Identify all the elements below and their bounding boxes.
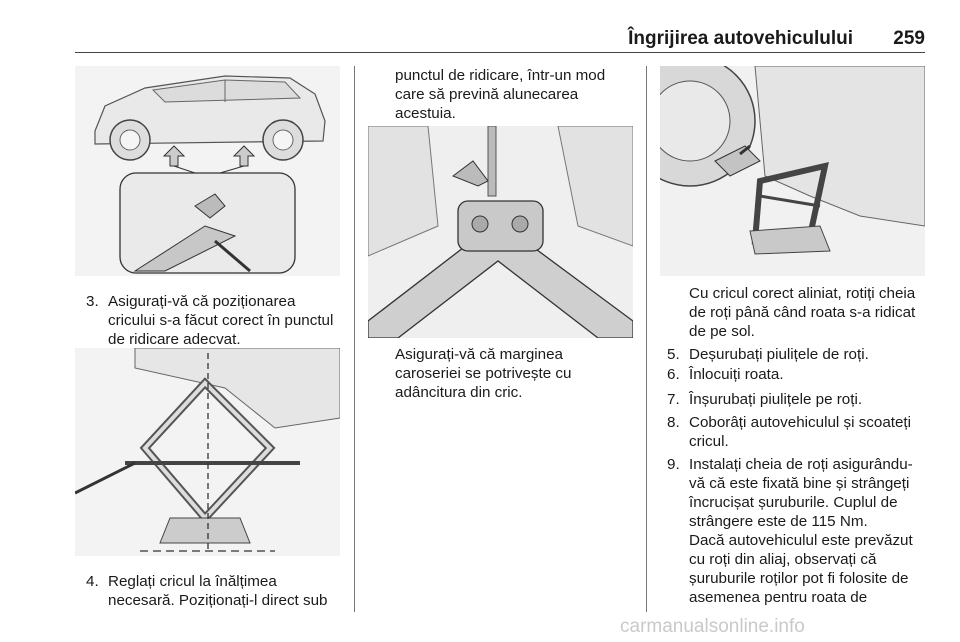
- step-text-line: încrucișat șuruburile. Cuplul de: [689, 494, 898, 511]
- step-number: 7.: [667, 391, 680, 408]
- step-text-line: Coborâți autovehiculul și scoateți: [689, 414, 912, 431]
- figure-jack-head: [368, 126, 633, 338]
- text-line: de roți până când roata s-a ridicat: [689, 304, 916, 321]
- header-rule: [75, 52, 925, 53]
- step-text-line: Înlocuiți roata.: [689, 366, 784, 383]
- text-line: acestuia.: [395, 105, 456, 122]
- raise-instruction: [689, 284, 929, 341]
- step-8: [667, 413, 929, 453]
- watermark: carmanualsonline.info: [620, 616, 805, 637]
- text-line: punctul de ridicare, într-un mod: [395, 67, 606, 84]
- raise-vehicle-illustration: [660, 66, 925, 276]
- step-9: [667, 455, 929, 531]
- text-line: asemenea pentru roata de: [689, 589, 868, 606]
- car-jacking-illustration: [75, 66, 340, 276]
- step-text-line: Instalați cheia de roți asigurându-: [689, 456, 913, 473]
- jack-alignment-illustration: [75, 348, 340, 556]
- step-text-line: necesară. Poziționați-l direct sub: [108, 592, 328, 609]
- step-3: [86, 292, 354, 352]
- step-7: [667, 390, 929, 410]
- step-number: 6.: [667, 366, 680, 383]
- figure-raise-vehicle: [660, 66, 925, 276]
- step-number: 5.: [667, 346, 680, 363]
- text-line: Cu cricul corect aliniat, rotiți cheia: [689, 285, 916, 302]
- column-divider-1: [354, 66, 355, 612]
- step-text-line: Reglați cricul la înălțimea: [108, 573, 277, 590]
- step-number: 8.: [667, 414, 680, 431]
- text-line: Dacă autovehiculul este prevăzut: [689, 532, 913, 549]
- jack-head-illustration: [368, 126, 633, 338]
- column-divider-2: [646, 66, 647, 612]
- text-line: de pe sol.: [689, 323, 755, 340]
- page-number: 259: [893, 28, 925, 49]
- page-header: [75, 28, 925, 50]
- figure-jacking-points: [75, 66, 340, 276]
- step-6: [667, 365, 929, 385]
- text-line: care să prevină alunecarea: [395, 86, 579, 103]
- text-line: șuruburile roților pot fi folosite de: [689, 570, 909, 587]
- step-text-line: Înșurubați piulițele pe roți.: [689, 391, 863, 408]
- step-text-line: vă că este fixată bine și strângeți: [689, 475, 910, 492]
- step-number: 4.: [86, 573, 99, 590]
- step-5: [667, 345, 929, 365]
- step-text-line: Asigurați-vă că poziționarea: [108, 293, 296, 310]
- text-line: caroseriei se potrivește cu: [395, 365, 572, 382]
- page-title: Îngrijirea autovehiculului: [628, 28, 853, 49]
- step-number: 9.: [667, 456, 680, 473]
- body-alignment-note: [395, 345, 645, 402]
- step-text-line: cricului s-a făcut corect în punctul: [108, 312, 334, 329]
- text-line: Asigurați-vă că marginea: [395, 346, 563, 363]
- step-text-line: cricul.: [689, 433, 729, 450]
- alloy-wheel-note: [689, 531, 929, 607]
- step-text-line: de ridicare adecvat.: [108, 331, 241, 348]
- step-text-line: Deșurubați piulițele de roți.: [689, 346, 869, 363]
- text-line: adâncitura din cric.: [395, 384, 523, 401]
- figure-jack-alignment: [75, 348, 340, 556]
- step-text-line: strângere este de 115 Nm.: [689, 513, 868, 530]
- text-line: cu roți din aliaj, observați că: [689, 551, 877, 568]
- step-4-continuation: [395, 66, 645, 123]
- step-4: [86, 572, 354, 612]
- step-number: 3.: [86, 293, 99, 310]
